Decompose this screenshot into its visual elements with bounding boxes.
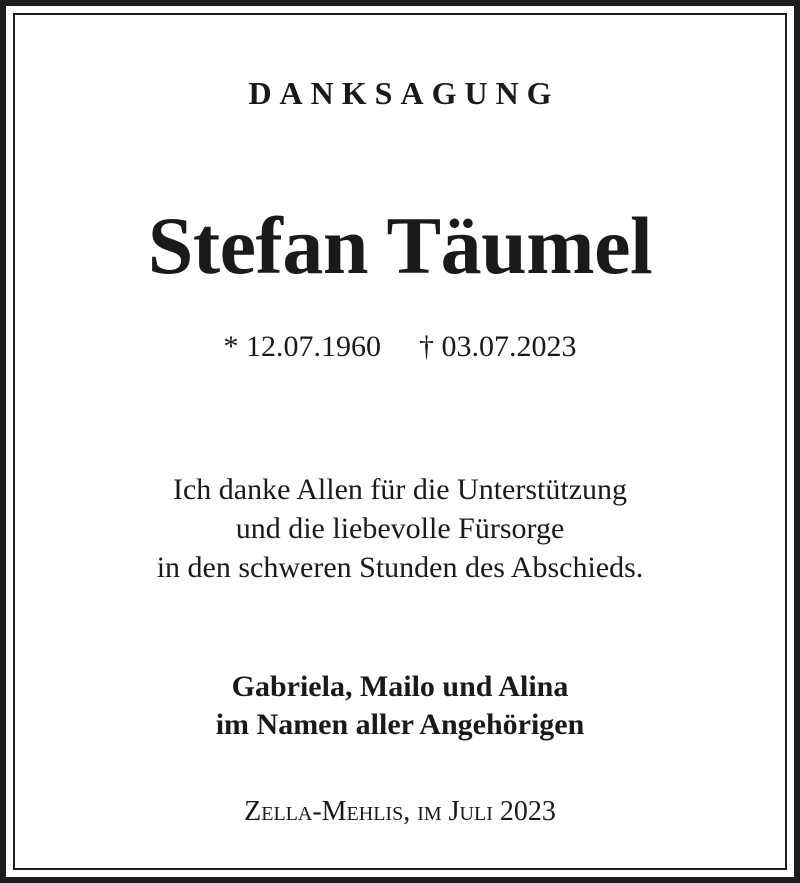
signers-names: Gabriela, Mailo und Alina <box>231 670 569 703</box>
death-date: † 03.07.2023 <box>419 330 577 363</box>
birth-date: * 12.07.1960 <box>223 330 381 363</box>
thanks-text <box>0 470 800 587</box>
signers <box>0 668 800 744</box>
thanks-line: und die liebevolle Fürsorge <box>235 512 565 545</box>
thanks-line: Ich danke Allen für die Unterstützung <box>172 473 628 506</box>
thanks-line: in den schweren Stunden des Abschieds. <box>156 551 644 584</box>
signers-relation: im Namen aller Angehörigen <box>215 708 585 741</box>
deceased-name: Stefan Täumel <box>147 200 653 291</box>
notice-heading: DANKSAGUNG <box>248 75 560 111</box>
life-dates <box>0 328 800 366</box>
place-and-date: Zella-Mehlis, im Juli 2023 <box>244 796 556 827</box>
